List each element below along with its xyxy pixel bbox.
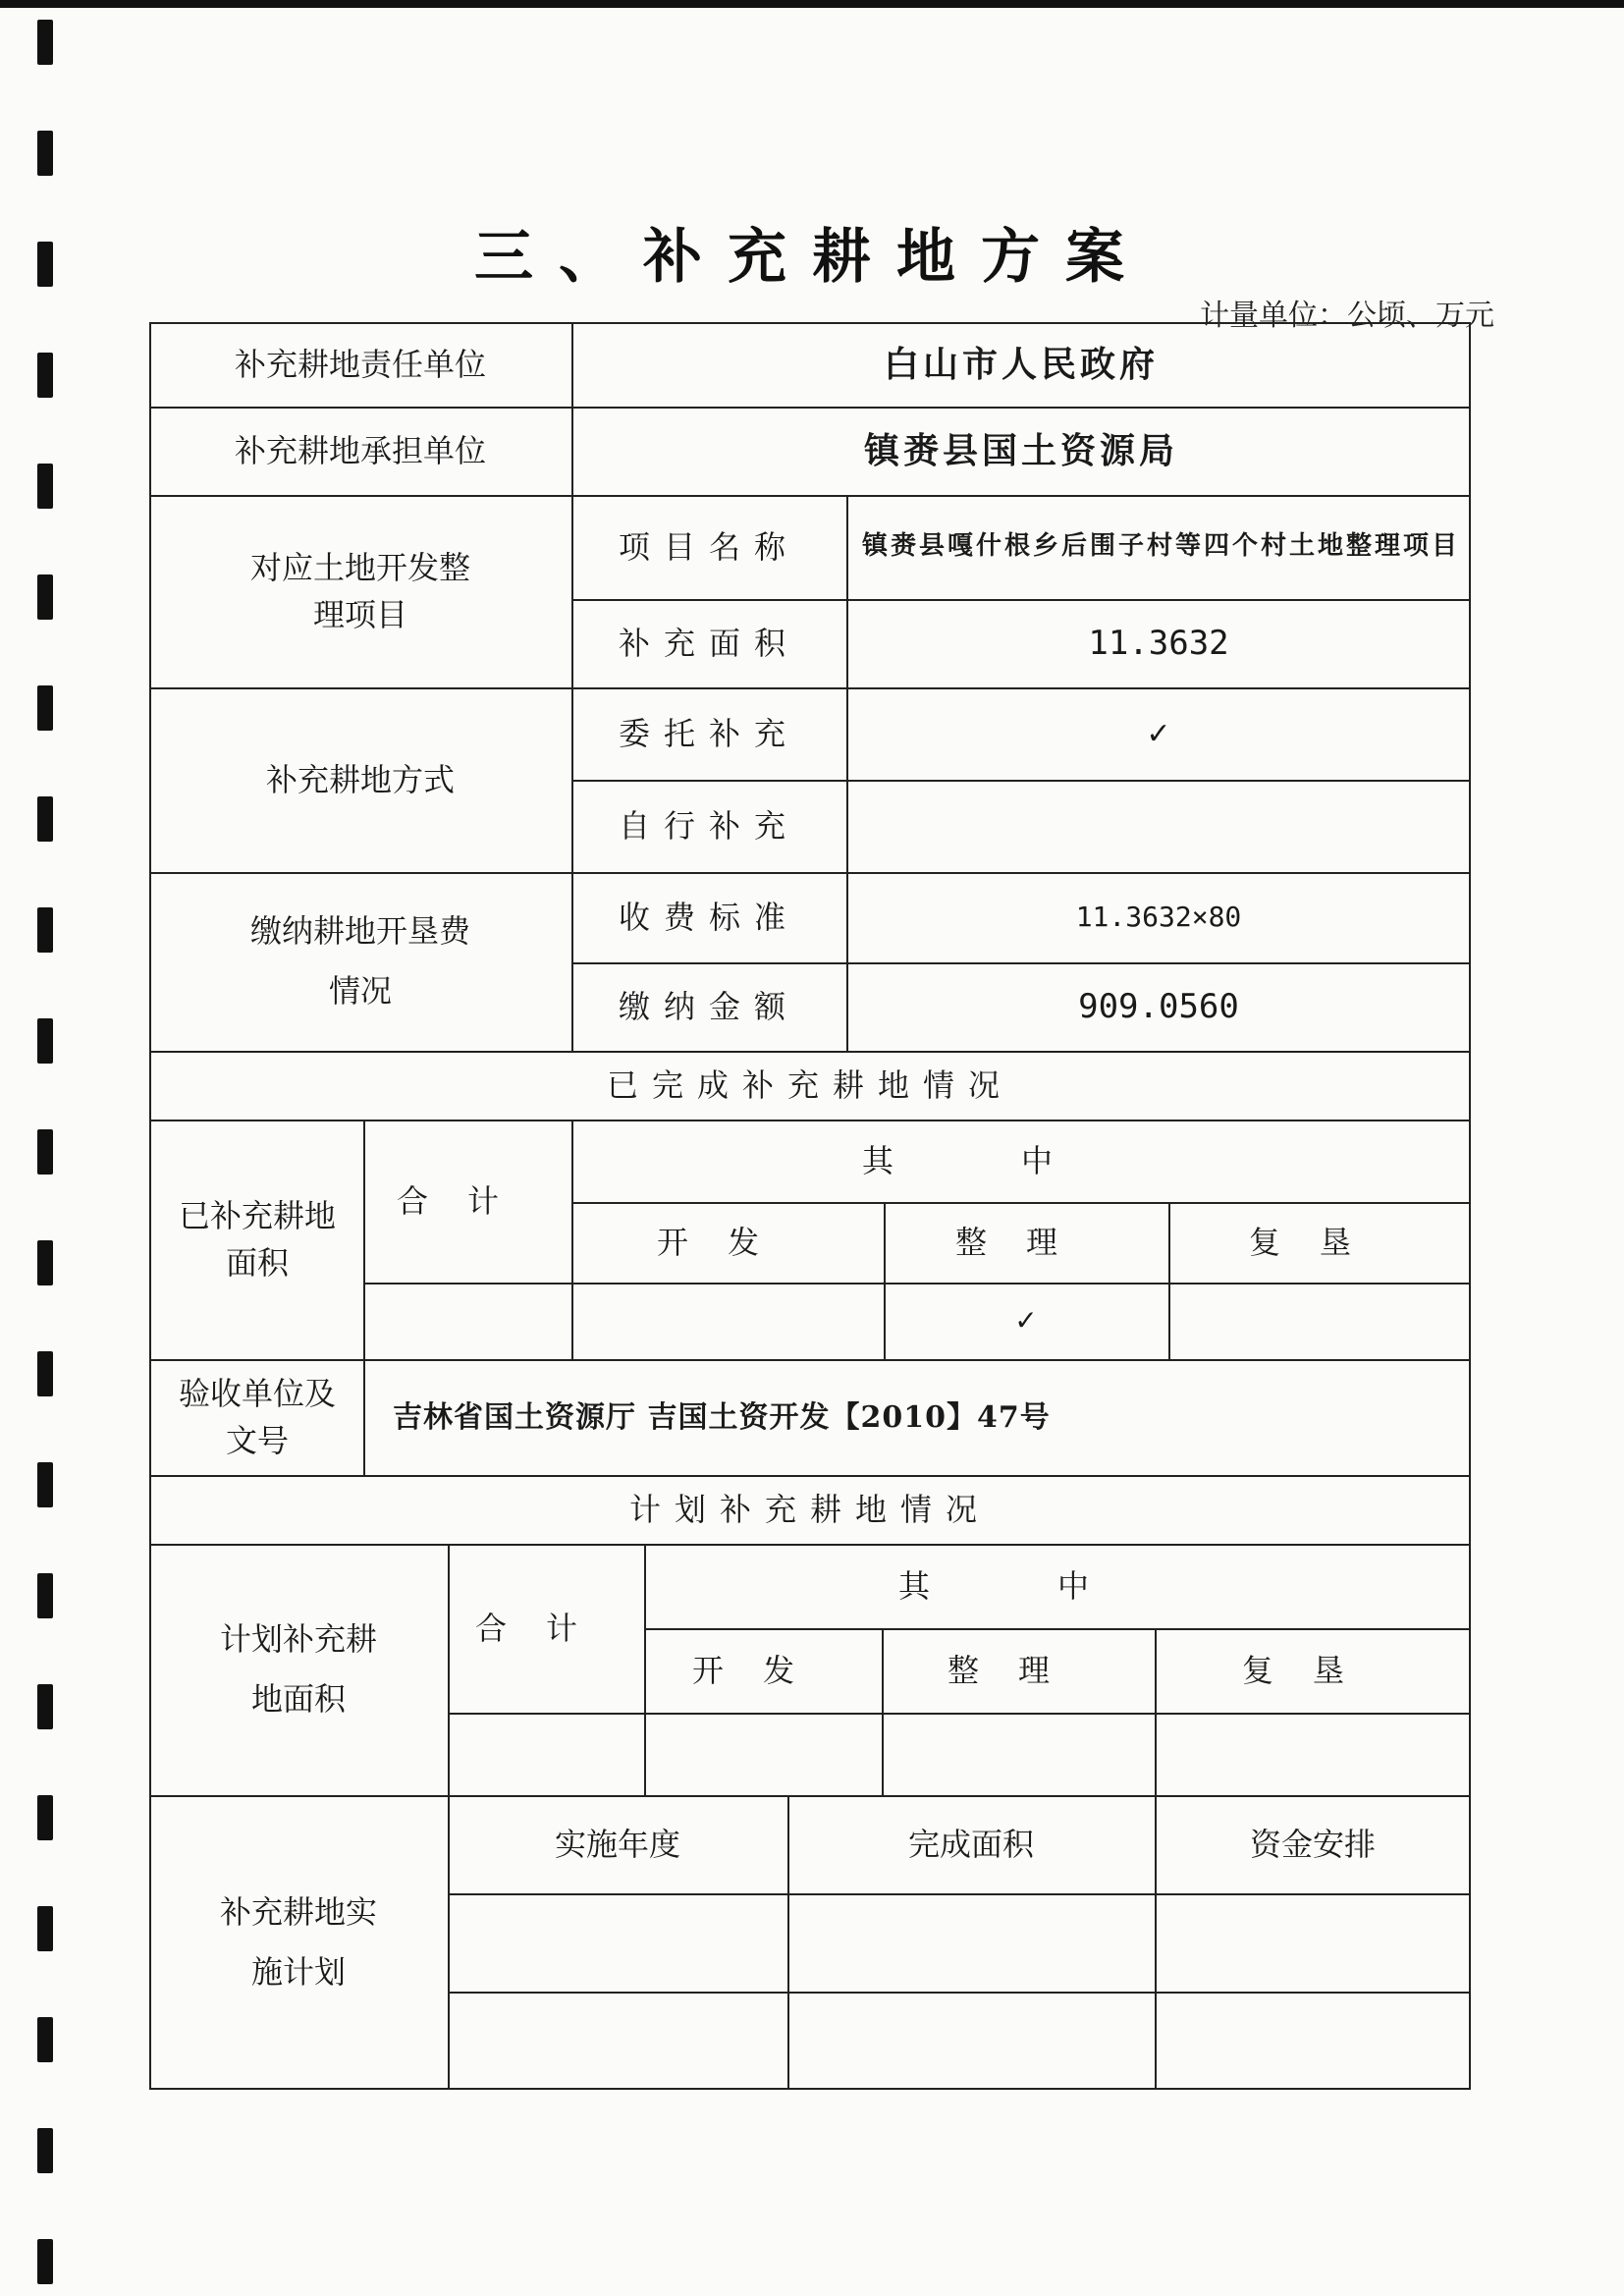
completed-consolidate-label: 整理 xyxy=(954,1224,1097,1261)
implementation-plan-label: 补充耕地实施计划 xyxy=(219,1893,377,1991)
completed-dev-label: 开发 xyxy=(656,1224,798,1261)
entrust-supplement-label: 委托补充 xyxy=(618,715,799,752)
divider xyxy=(448,1992,1471,1994)
supplement-area-label: 补充面积 xyxy=(618,625,799,662)
responsible-unit-value: 白山市人民政府 xyxy=(883,344,1159,385)
completed-total-value xyxy=(363,1283,571,1359)
completed-total-label: 合计 xyxy=(396,1182,538,1220)
planned-area-label: 计划补充耕地面积 xyxy=(219,1620,377,1718)
planned-of-which-label: 其中 xyxy=(897,1567,1217,1605)
binding-hole xyxy=(37,1018,53,1064)
unit-note: 计量单位：公顷、万元 xyxy=(1200,299,1494,333)
fee-standard-value: 11.3632×80 xyxy=(1075,901,1242,933)
entrust-check-mark: ✓ xyxy=(1146,716,1171,751)
scan-top-border xyxy=(0,0,1624,8)
binding-hole xyxy=(37,2128,53,2173)
planned-section-title: 计划补充耕地情况 xyxy=(628,1491,991,1528)
acceptance-label: 验收单位及文号 xyxy=(179,1375,337,1459)
fee-label: 缴纳耕地开垦费情况 xyxy=(249,912,470,1010)
page-title: 三、补充耕地方案 xyxy=(474,223,1150,292)
paid-amount-label: 缴纳金额 xyxy=(618,988,799,1025)
completed-section-title: 已完成补充耕地情况 xyxy=(606,1066,1013,1104)
project-label: 对应土地开发整理项目 xyxy=(249,549,470,633)
binding-hole xyxy=(37,1684,53,1729)
binding-hole xyxy=(37,1462,53,1507)
divider xyxy=(448,1893,1471,1895)
binding-hole xyxy=(37,796,53,842)
binding-hole xyxy=(37,907,53,953)
completed-dev-value xyxy=(571,1283,884,1359)
planned-reclaim-label: 复垦 xyxy=(1241,1652,1383,1689)
completed-area-label: 已补充耕地面积 xyxy=(179,1197,337,1282)
undertaking-unit-value: 镇赉县国土资源局 xyxy=(863,430,1178,471)
undertaking-unit-label: 补充耕地承担单位 xyxy=(234,432,486,469)
supplement-farmland-form xyxy=(149,322,1471,2090)
divider xyxy=(448,1713,1471,1715)
binding-hole xyxy=(37,1906,53,1951)
planned-dev-label: 开发 xyxy=(691,1652,834,1689)
project-name-label: 项目名称 xyxy=(618,528,799,566)
completed-of-which-label: 其中 xyxy=(861,1142,1180,1179)
binding-hole xyxy=(37,574,53,620)
supplement-area-value: 11.3632 xyxy=(1088,623,1229,663)
binding-hole xyxy=(37,1240,53,1285)
self-supplement-label: 自行补充 xyxy=(618,807,799,845)
responsible-unit-label: 补充耕地责任单位 xyxy=(234,346,486,383)
binding-hole xyxy=(37,1573,53,1618)
binding-hole xyxy=(37,353,53,398)
col-completed-area: 完成面积 xyxy=(907,1826,1034,1863)
binding-hole xyxy=(37,20,53,65)
binding-hole xyxy=(37,464,53,509)
binding-hole xyxy=(37,2017,53,2062)
col-implementation-year: 实施年度 xyxy=(554,1826,680,1863)
binding-hole xyxy=(37,685,53,731)
project-name-value: 镇赉县嘎什根乡后围子村等四个村土地整理项目 xyxy=(862,531,1461,562)
planned-total-label: 合计 xyxy=(474,1610,617,1647)
fee-standard-label: 收费标准 xyxy=(618,899,799,936)
binding-hole xyxy=(37,2239,53,2284)
completed-reclaim-label: 复垦 xyxy=(1248,1224,1390,1261)
acceptance-value: 吉林省国土资源厅 吉国土资开发【2010】47号 xyxy=(393,1399,1051,1435)
binding-hole xyxy=(37,1795,53,1840)
completed-reclaim-value xyxy=(1168,1283,1471,1359)
self-supplement-value xyxy=(846,780,1471,872)
binding-hole xyxy=(37,1351,53,1396)
planned-consolidate-label: 整理 xyxy=(947,1652,1089,1689)
paid-amount-value: 909.0560 xyxy=(1078,986,1239,1026)
consolidate-check-mark: ✓ xyxy=(1014,1304,1038,1337)
col-fund-arrangement: 资金安排 xyxy=(1249,1826,1376,1863)
method-label: 补充耕地方式 xyxy=(265,761,455,798)
binding-hole xyxy=(37,1129,53,1175)
binding-hole xyxy=(37,131,53,176)
